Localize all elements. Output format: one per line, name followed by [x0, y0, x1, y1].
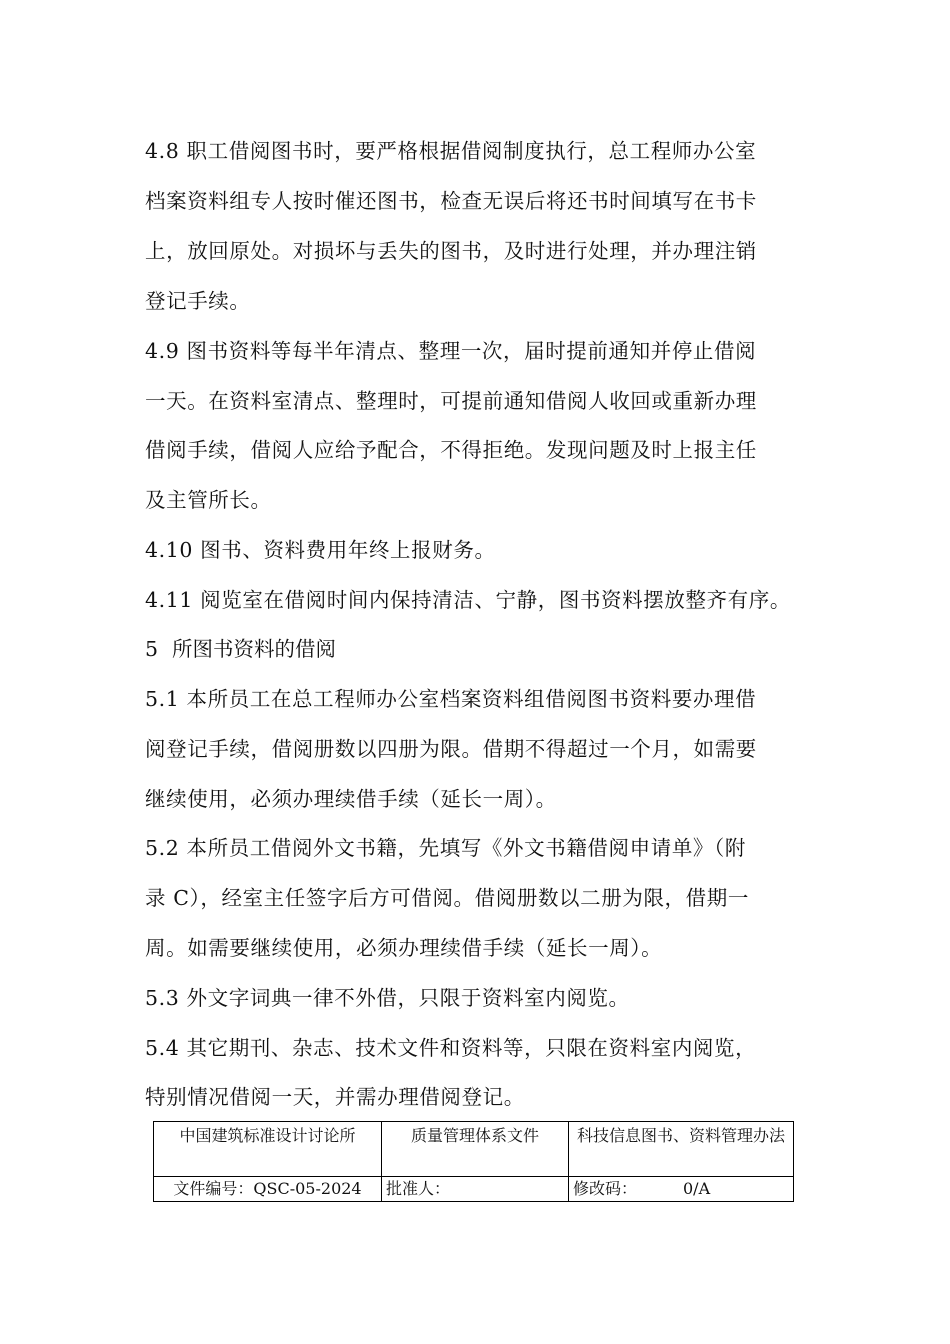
footer-row-1 — [154, 1122, 794, 1177]
document-footer-table — [153, 1121, 794, 1202]
paragraph-4-8-line-4: 登记手续。 — [145, 289, 251, 313]
paragraph-4-8-line-1: 4.8 职工借阅图书时，要严格根据借阅制度执行，总工程师办公室 — [145, 139, 757, 163]
footer-file-number: 文件编号：QSC-05-2024 — [154, 1177, 382, 1202]
paragraph-5-2-line-1: 5.2 本所员工借阅外文书籍，先填写《外文书籍借阅申请单》（附 — [145, 836, 746, 860]
paragraph-4-8-line-2: 档案资料组专人按时催还图书，检查无误后将还书时间填写在书卡 — [145, 189, 757, 213]
paragraph-4-11: 4.11 阅览室在借阅时间内保持清洁、宁静，图书资料摆放整齐有序。 — [145, 588, 791, 612]
paragraph-4-9-line-1: 4.9 图书资料等每半年清点、整理一次，届时提前通知并停止借阅 — [145, 339, 757, 363]
paragraph-5-3: 5.3 外文字词典一律不外借，只限于资料室内阅览。 — [145, 986, 630, 1010]
paragraph-5-1-line-1: 5.1 本所员工在总工程师办公室档案资料组借阅图书资料要办理借 — [145, 687, 757, 711]
section-5-number: 5 — [145, 637, 159, 661]
paragraph-5-1-line-3: 继续使用，必须办理续借手续（延长一周）。 — [145, 787, 557, 811]
footer-system-document: 质量管理体系文件 — [382, 1122, 569, 1177]
paragraph-5-1-line-2: 阅登记手续，借阅册数以四册为限。借期不得超过一个月，如需要 — [145, 737, 757, 761]
paragraph-5-2-line-2: 录 C），经室主任签字后方可借阅。借阅册数以二册为限，借期一 — [145, 886, 749, 910]
paragraph-4-9-line-4: 及主管所长。 — [145, 488, 272, 512]
paragraph-4-9-line-2: 一天。在资料室清点、整理时，可提前通知借阅人收回或重新办理 — [145, 389, 757, 413]
footer-approver: 批准人： — [382, 1177, 569, 1202]
paragraph-4-8-line-3: 上，放回原处。对损坏与丢失的图书，及时进行处理，并办理注销 — [145, 239, 757, 263]
section-5-title: 所图书资料的借阅 — [172, 637, 336, 661]
paragraph-5-2-line-3: 周。如需要继续使用，必须办理续借手续（延长一周）。 — [145, 936, 663, 960]
paragraph-5-4-line-2: 特别情况借阅一天，并需办理借阅登记。 — [145, 1085, 525, 1109]
paragraph-4-9-line-3: 借阅手续，借阅人应给予配合，不得拒绝。发现问题及时上报主任 — [145, 438, 757, 462]
footer-revision — [569, 1177, 794, 1202]
footer-document-title: 科技信息图书、资料管理办法 — [569, 1122, 794, 1177]
paragraph-5-4-line-1: 5.4 其它期刊、杂志、技术文件和资料等，只限在资料室内阅览， — [145, 1036, 757, 1060]
footer-row-2 — [154, 1177, 794, 1202]
footer-revision-label: 修改码： — [573, 1179, 638, 1198]
footer-revision-value: 0/A — [683, 1179, 711, 1198]
footer-organization: 中国建筑标准设计讨论所 — [154, 1122, 382, 1177]
section-5-heading — [145, 635, 336, 663]
paragraph-4-10: 4.10 图书、资料费用年终上报财务。 — [145, 538, 496, 562]
